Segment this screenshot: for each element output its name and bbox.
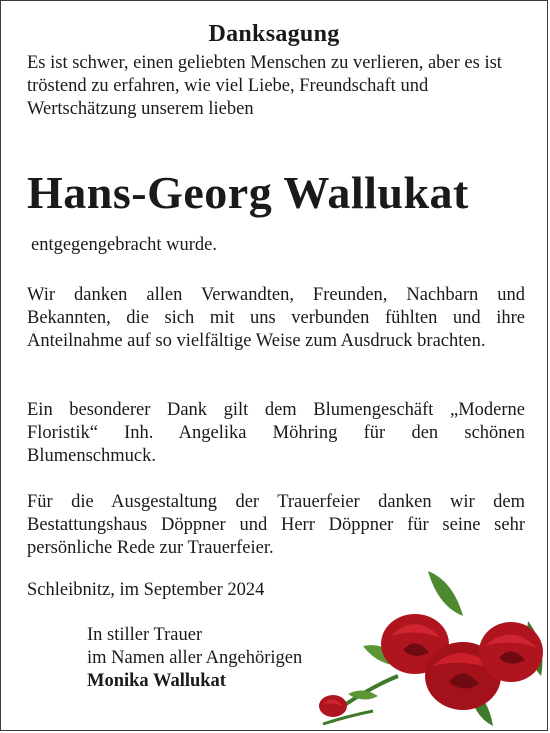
notice-heading: Danksagung: [208, 21, 340, 47]
thanks-paragraph-funeral-home: Für die Ausgestaltung der Trauerfeier danken wir dem Bestattungshaus Döppner und Herr Döppner für seine sehr persönliche Rede zur Trauerfeier.: [27, 492, 525, 558]
intro-text: Es ist schwer, einen geliebten Menschen zu verlieren, aber es ist tröstend zu erfahren, wie viel Liebe, Freundschaft und Wertschätzung unserem lieben: [27, 53, 502, 119]
place-date: Schleibnitz, im September 2024: [27, 580, 265, 600]
roses-illustration: [303, 566, 549, 731]
rose-bloom-right: [479, 622, 543, 682]
rose-bud: [319, 695, 347, 717]
thanks-paragraph-florist: Ein besonderer Dank gilt dem Blumengeschäft „Moderne Floristik“ Inh. Angelika Möhring für den schönen Blumenschmuck.: [27, 400, 525, 466]
mourning-line: In stiller Trauer: [87, 625, 203, 645]
signature-block: [87, 624, 302, 693]
signer-name: Monika Wallukat: [87, 671, 226, 691]
deceased-name: Hans-Georg Wallukat: [27, 167, 469, 218]
on-behalf-line: im Namen aller Angehörigen: [87, 648, 303, 668]
intro-end-text: entgegengebracht wurde.: [31, 235, 217, 255]
thanks-paragraph-relatives: Wir danken allen Verwandten, Freunden, Nachbarn und Bekannten, die sich mit uns verbunden fühlten und ihre Anteilnahme auf so vielfältige Weise zum Ausdruck brachten.: [27, 285, 525, 351]
